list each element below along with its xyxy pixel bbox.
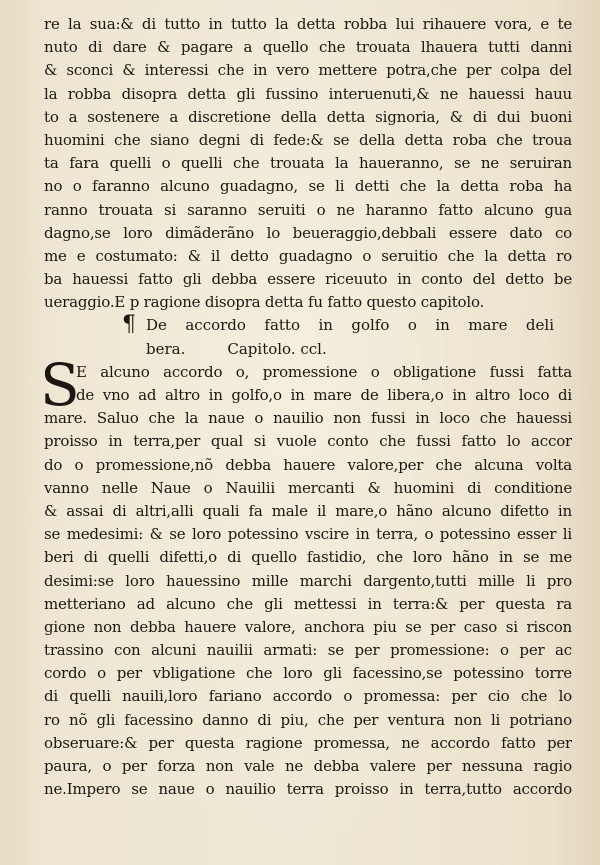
- text-line: & sconci & interessi che in vero mettere potra,che per colpa del: [44, 61, 572, 80]
- text-line: gione non debba hauere valore, anchora piu se per caso si riscon: [44, 617, 572, 636]
- text-line: to a sostenere a discretione della detta signoria, & di dui buoni: [44, 107, 572, 126]
- indented-lines: [44, 361, 572, 407]
- text-line: vanno nelle Naue o Nauilii mercanti & huomini di conditione: [44, 478, 572, 497]
- drop-cap-initial: S: [40, 350, 80, 419]
- chapter-number: Capitolo. ccl.: [227, 339, 327, 358]
- text-line: obseruare:& per questa ragione promessa, ne accordo fatto per: [44, 733, 572, 752]
- text-line: metteriano ad alcuno che gli mettessi in terra:& per questa ra: [44, 594, 572, 613]
- text-line: cordo o per vbligatione che loro gli facessino,se potessino torre: [44, 664, 572, 683]
- text-line: di quelli nauili,loro fariano accordo o promessa: per cio che lo: [44, 687, 572, 706]
- text-line: E alcuno accordo o, promessione o obligatione fussi fatta: [76, 362, 572, 381]
- chapter-heading-end: bera.: [146, 339, 186, 358]
- text-line: ta fara quelli o quelli che trouata la haueranno, se ne seruiran: [44, 154, 572, 173]
- text-block: [40, 13, 572, 801]
- text-line: dagno,se loro dimãderãno lo beueraggio,debbali essere dato co: [44, 223, 572, 242]
- text-line: nuto di dare & pagare a quello che trouata lhauera tutti danni: [44, 38, 572, 57]
- text-line: trassino con alcuni nauilii armati: se per promessione: o per ac: [44, 641, 572, 660]
- text-line: se medesimi: & se loro potessino vscire in terra, o potessino esser li: [44, 525, 572, 544]
- text-line: ro nõ gli facessino danno di piu, che per ventura non li potriano: [44, 710, 572, 729]
- text-line: ranno trouata si saranno seruiti o ne haranno fatto alcuno gua: [44, 200, 572, 219]
- chapter-heading-line1: [44, 314, 572, 337]
- text-line: ueraggio.E p ragione disopra detta fu fatto questo capitolo.: [44, 293, 485, 312]
- text-line: & assai di altri,alli quali fa male il mare,o hãno alcuno difetto in: [44, 501, 572, 520]
- text-line: huomini che siano degni di fede:& se della detta roba che troua: [44, 130, 572, 149]
- text-line: ba hauessi fatto gli debba essere riceuuto in conto del detto be: [44, 270, 572, 289]
- text-line: no o faranno alcuno guadagno, se li detti che la detta roba ha: [44, 177, 572, 196]
- chapter-heading-title: De accordo fatto in golfo o in mare deli: [146, 316, 554, 335]
- text-line: re la sua:& di tutto in tutto la detta robba lui rihauere vora, e te: [44, 15, 572, 33]
- text-line: beri di quelli difetti,o di quello fastidio, che loro hãno in se me: [44, 548, 572, 567]
- pilcrow-mark: ¶: [122, 312, 136, 338]
- text-line: paura, o per forza non vale ne debba valere per nessuna ragio: [44, 757, 572, 775]
- text-line: do o promessione,nõ debba hauere valore,per che alcuna volta: [44, 455, 572, 474]
- text-line: me e costumato: & il detto guadagno o seruitio che la detta ro: [44, 246, 572, 265]
- chapter-heading-continuation: [146, 338, 554, 361]
- text-line: de vno ad altro in golfo,o in mare de libera,o in altro loco di: [76, 386, 572, 404]
- text-line: la robba disopra detta gli fussino interuenuti,& ne hauessi hauu: [44, 84, 572, 103]
- text-line: proisso in terra,per qual si vuole conto che fussi fatto lo accor: [44, 432, 572, 451]
- paragraph-chapter-body: [44, 407, 572, 801]
- text-line: desimi:se loro hauessino mille marchi dargento,tutti mille li pro: [44, 571, 572, 590]
- paragraph-previous-chapter: [44, 13, 572, 314]
- text-line: mare. Saluo che la naue o nauilio non fussi in loco che hauessi: [44, 409, 572, 428]
- text-line: ne.Impero se naue o nauilio terra proisso in terra,tutto accordo: [44, 780, 572, 799]
- chapter-heading-line2: [44, 338, 572, 361]
